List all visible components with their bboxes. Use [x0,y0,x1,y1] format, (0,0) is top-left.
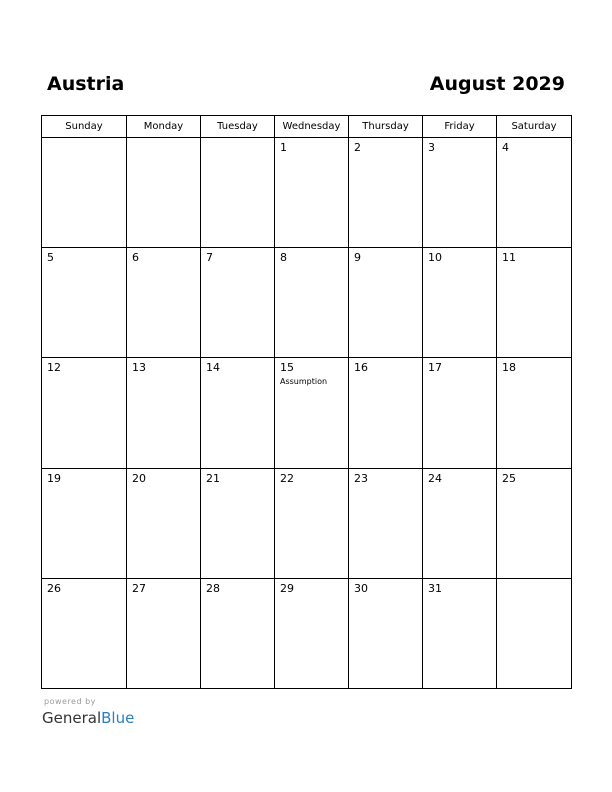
weekday-header-sunday: Sunday [42,116,127,138]
logo-text-blue: Blue [101,709,135,727]
day-cell [127,248,201,358]
day-number: 8 [280,251,287,265]
day-cell [349,358,423,468]
day-cell [127,578,201,688]
day-number: 30 [354,581,368,595]
day-number: 29 [280,581,294,595]
weekday-header-wednesday: Wednesday [275,116,349,138]
day-number: 24 [428,471,442,485]
day-number: 13 [132,361,146,375]
day-cell [423,358,497,468]
country-title: Austria [47,73,125,95]
day-cell [497,578,572,688]
calendar-grid [41,115,572,689]
day-cell [42,248,127,358]
day-cell [42,578,127,688]
day-number: 12 [47,361,61,375]
day-cell [127,138,201,248]
holiday-label: Assumption [280,377,328,387]
day-number: 27 [132,581,146,595]
day-cell [275,358,349,468]
day-number: 23 [354,471,368,485]
day-cell [201,248,275,358]
day-number: 26 [47,581,61,595]
day-cell [127,468,201,578]
weekday-header-monday: Monday [127,116,201,138]
weekday-header-thursday: Thursday [349,116,423,138]
day-number: 11 [502,251,516,265]
day-number: 25 [502,471,516,485]
day-number: 2 [354,141,361,154]
day-number: 10 [428,251,442,265]
day-cell [497,468,572,578]
day-cell [275,138,349,248]
day-cell [275,468,349,578]
day-cell [275,248,349,358]
day-number: 21 [206,471,220,485]
day-cell [42,468,127,578]
day-cell [423,468,497,578]
day-number: 15 [280,361,294,375]
day-cell [497,138,572,248]
week-row [42,138,572,248]
weekday-header-row [42,116,572,138]
day-number: 20 [132,471,146,485]
day-cell [275,578,349,688]
day-cell [42,358,127,468]
day-cell [349,138,423,248]
weekday-header-friday: Friday [423,116,497,138]
day-cell [42,138,127,248]
day-cell [497,358,572,468]
day-number: 31 [428,581,442,595]
week-row [42,578,572,688]
logo-text-general: General [42,709,102,727]
day-number: 22 [280,471,294,485]
day-cell [497,248,572,358]
generalblue-logo[interactable] [42,708,134,728]
day-number: 7 [206,251,213,265]
weekday-header-saturday: Saturday [497,116,572,138]
day-number: 1 [280,141,287,154]
day-cell [349,248,423,358]
week-row [42,248,572,358]
day-cell [349,468,423,578]
day-number: 4 [502,141,509,154]
powered-by-label: powered by [44,697,96,706]
day-cell [127,358,201,468]
day-number: 9 [354,251,361,265]
week-row [42,468,572,578]
day-number: 6 [132,251,139,265]
week-row [42,358,572,468]
day-cell [423,578,497,688]
day-number: 19 [47,471,61,485]
day-cell [201,138,275,248]
day-cell [349,578,423,688]
day-number: 5 [47,251,54,265]
day-number: 18 [502,361,516,375]
day-number: 3 [428,141,435,154]
month-title: August 2029 [429,73,565,95]
day-cell [423,248,497,358]
day-cell [201,578,275,688]
day-cell [423,138,497,248]
day-number: 17 [428,361,442,375]
weekday-header-tuesday: Tuesday [201,116,275,138]
day-number: 14 [206,361,220,375]
day-number: 16 [354,361,368,375]
day-cell [201,468,275,578]
day-number: 28 [206,581,220,595]
day-cell [201,358,275,468]
